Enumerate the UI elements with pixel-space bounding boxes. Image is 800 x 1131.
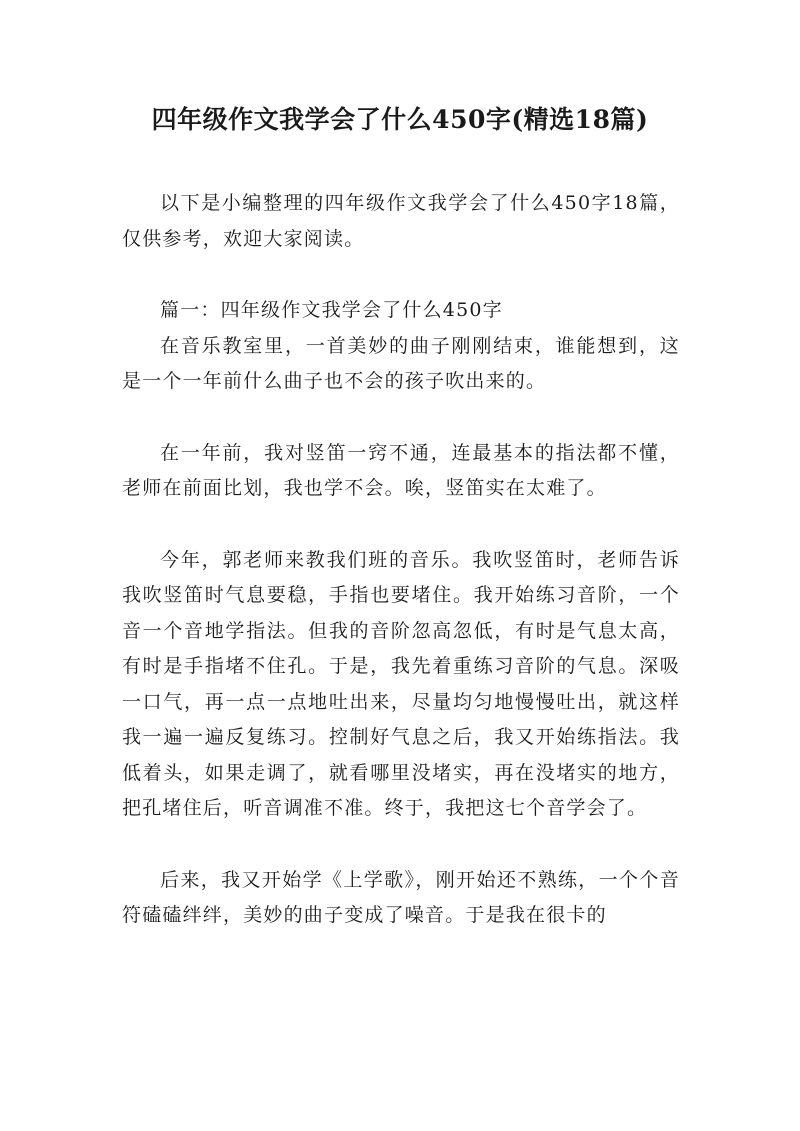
paragraph-gap (122, 827, 680, 863)
body-paragraph: 在一年前，我对竖笛一窍不通，连最基本的指法都不懂，老师在前面比划，我也学不会。唉，竖笛实在太难了。 (122, 441, 680, 499)
body-paragraph: 今年，郭老师来教我们班的音乐。我吹竖笛时，老师告诉我吹竖笛时气息要稳，手指也要堵住。我开始练习音阶，一个音一个音地学指法。但我的音阶忽高忽低，有时是气息太高，有时是手指堵不住孔。于是，我先着重练习音阶的气息。深吸一口气，再一点一点地吐出来，尽量均匀地慢慢吐出，就这样我一遍一遍反复练习。控制好气息之后，我又开始练指法。我低着头，如果走调了，就看哪里没堵实，再在没堵实的地方，把孔堵住后，听音调准不准。终于，我把这七个音学会了。 (122, 548, 680, 819)
intro-paragraph: 以下是小编整理的四年级作文我学会了什么450字18篇，仅供参考，欢迎大家阅读。 (122, 192, 680, 250)
paragraph-gap (122, 507, 680, 543)
paragraph-gap (122, 257, 680, 293)
document-body (122, 186, 680, 934)
document-title: 四年级作文我学会了什么450字(精选18篇) (151, 105, 649, 134)
body-paragraph: 后来，我又开始学《上学歌》，刚开始还不熟练，一个个音符磕磕绊绊，美妙的曲子变成了噪音。于是我在很卡的 (122, 868, 680, 926)
section-heading: 篇一：四年级作文我学会了什么450字 (160, 299, 503, 321)
paragraph-gap (122, 400, 680, 436)
body-paragraph: 在音乐教室里，一首美妙的曲子刚刚结束，谁能想到，这是一个一年前什么曲子也不会的孩子吹出来的。 (122, 334, 680, 392)
